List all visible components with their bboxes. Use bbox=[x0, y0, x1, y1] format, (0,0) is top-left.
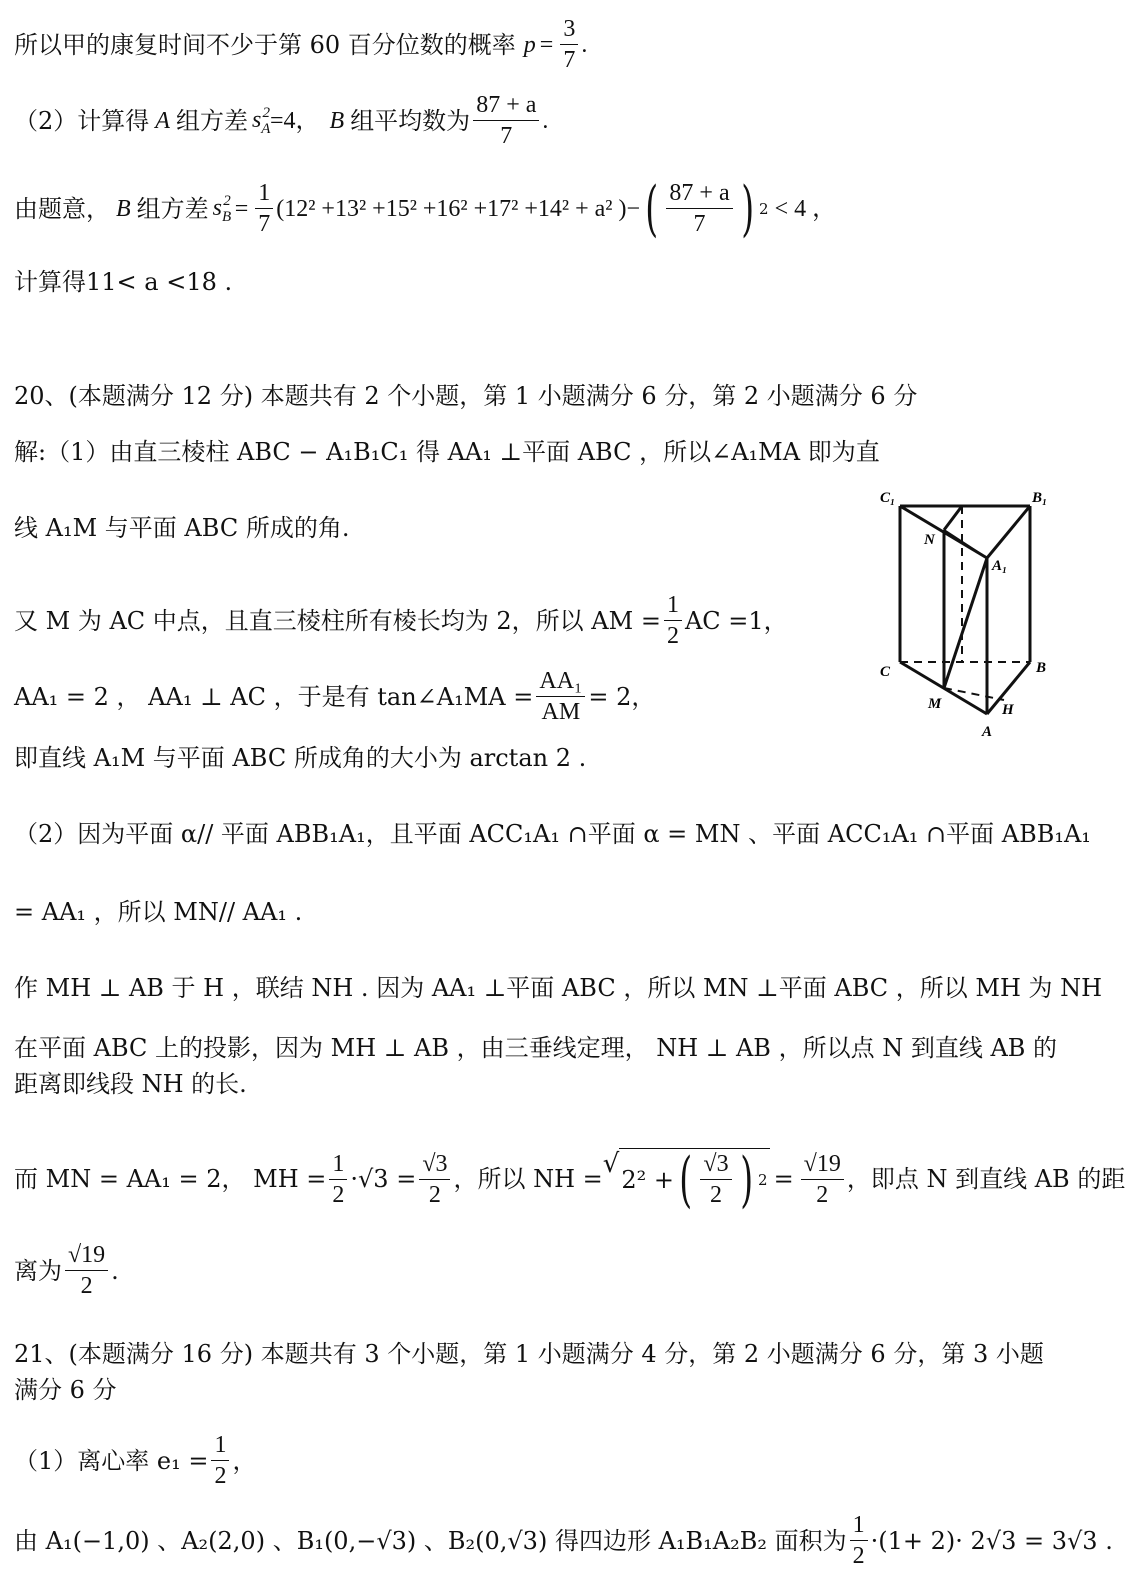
text: 所以甲的康复时间不少于第 60 百分位数的概率 bbox=[14, 30, 516, 59]
text-line: 即直线 A₁M 与平面 ABC 所成角的大小为 arctan 2 . bbox=[14, 744, 587, 772]
fraction: $\frac{1}{2}$ bbox=[664, 590, 682, 651]
label-H: H bbox=[1002, 702, 1014, 718]
text-line: 在平面 ABC 上的投影，因为 MH ⊥ AB ，由三垂线定理， NH ⊥ AB ，所以点 N 到直线 AB 的 bbox=[14, 1034, 1058, 1062]
fraction: $\frac{3}{7}$ bbox=[560, 14, 578, 75]
text-line: 线 A₁M 与平面 ABC 所成的角. bbox=[14, 514, 350, 542]
question-header: 21、(本题满分 16 分) 本题共有 3 个小题，第 1 小题满分 4 分，第 2 小题满分 6 分，第 3 小题 bbox=[14, 1340, 1044, 1368]
text-line: 又 M 为 AC 中点，且直三棱柱所有棱长均为 2，所以 AM = $\frac{1}{2}$ AC =1， bbox=[14, 592, 788, 649]
label-C1: C₁ bbox=[880, 490, 896, 506]
text-line: 所以甲的康复时间不少于第 60 百分位数的概率 p = $\frac{3}{7}$ . bbox=[14, 16, 588, 73]
question-header: 20、(本题满分 12 分) 本题共有 2 个小题，第 1 小题满分 6 分，第 2 小题满分 6 分 bbox=[14, 382, 918, 410]
fraction: $\frac{\text{AA₁}}{AM}$ bbox=[536, 666, 585, 727]
label-C: C bbox=[880, 664, 891, 680]
text-line: AA₁ = 2 ， AA₁ ⊥ AC ，于是有 tan∠A₁MA = $\frac{\text{AA₁}}{AM}$ = 2， bbox=[14, 668, 656, 725]
text-line: = AA₁ ，所以 MN// AA₁ . bbox=[14, 898, 303, 926]
label-N: N bbox=[924, 532, 935, 548]
label-A: A bbox=[982, 724, 993, 740]
label-B1: B₁ bbox=[1032, 490, 1048, 506]
math-var: p bbox=[523, 31, 536, 58]
text-line: 由题意， B 组方差 $s_B^2$ = $\frac{1}{7}$ (12² +13² +15² +16² +17² +14² + a² )− ( $\frac{87 + a}{7}$ ) 2 < 4 ， bbox=[14, 173, 837, 244]
sqrt-expression: √ 2² + ( $\frac{√3}{2}$ ) 2 bbox=[602, 1144, 768, 1215]
question-header: 满分 6 分 bbox=[14, 1376, 117, 1404]
fraction: $\frac{87 + a}{7}$ bbox=[666, 178, 732, 239]
text-line: 距离即线段 NH 的长. bbox=[14, 1070, 247, 1098]
label-M: M bbox=[928, 696, 942, 712]
text-line: 计算得11< a <18 . bbox=[14, 268, 233, 296]
label-A1: A₁ bbox=[992, 558, 1008, 574]
text-line: 解:（1）由直三棱柱 ABC − A₁B₁C₁ 得 AA₁ ⊥平面 ABC ，所以∠A₁MA 即为直 bbox=[14, 438, 880, 466]
text-line: （1）离心率 e₁ = $\frac{1}{2}$ ， bbox=[14, 1432, 257, 1489]
prism-figure bbox=[872, 482, 1062, 742]
fraction: $\frac{87 + a}{7}$ bbox=[473, 90, 539, 151]
text-line: 离为 $\frac{√19}{2}$ . bbox=[14, 1242, 119, 1299]
text-line: （2）计算得 A 组方差 $s_A^2$ =4， B 组平均数为 $\frac{87 + a}{7}$ . bbox=[14, 92, 549, 149]
label-B: B bbox=[1036, 660, 1047, 676]
text-line: 由 A₁(−1,0) 、A₂(2,0) 、B₁(0,−√3) 、B₂(0,√3) 得四边形 A₁B₁A₂B₂ 面积为 $\frac{1}{2}$ ·(1+ 2)· 2√3 = 3√3 . bbox=[14, 1512, 1113, 1569]
text-line: 作 MH ⊥ AB 于 H ，联结 NH . 因为 AA₁ ⊥平面 ABC ，所以 MN ⊥平面 ABC ，所以 MH 为 NH bbox=[14, 974, 1103, 1002]
text-line: （2）因为平面 α// 平面 ABB₁A₁，且平面 ACC₁A₁ ∩平面 α = MN 、平面 ACC₁A₁ ∩平面 ABB₁A₁ bbox=[14, 820, 1091, 848]
text-line: 而 MN = AA₁ = 2， MH = $\frac{1}{2}$ ·√3 = $\frac{√3}{2}$ ，所以 NH = √ 2² + ( $\frac{√3}{2}$ ) 2 = $\frac{√19}{2}$ ，即点 N 到直线 AB 的距 bbox=[14, 1144, 1125, 1215]
